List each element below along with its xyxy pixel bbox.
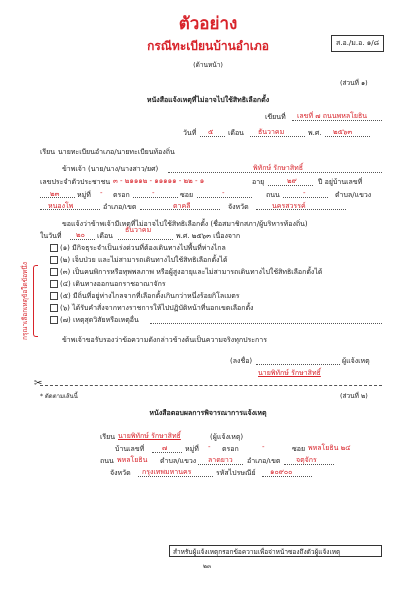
p2-amphoe-label: อำเภอ/เขต (247, 457, 281, 465)
amphoe-label: อำเภอ/เขต (103, 203, 137, 211)
notify-text: ขอแจ้งว่าข้าพเจ้ามีเหตุที่ไม่อาจไปใช้สิทธิเลือกตั้ง (ชื่อสมาชิกสภา/ผู้บริหารท้องถิ่น) (62, 220, 308, 228)
form-code-box (331, 35, 384, 52)
p2-tambon-value[interactable]: ลาดยาว (208, 456, 233, 464)
reason-checkbox-6[interactable] (50, 304, 58, 312)
in-day[interactable]: ๒๐ (76, 231, 85, 239)
amphoe-value[interactable]: ตาคลี (173, 202, 191, 210)
p2-to-label: เรียน (100, 433, 116, 441)
sign-label: (ลงชื่อ) (230, 357, 253, 365)
reason-6: (๖) ได้รับคำสั่งจากทางราชการให้ไปปฏิบัติหน้าที่นอกเขตเลือกตั้ง (60, 304, 254, 312)
example-title: ตัวอย่าง (178, 14, 238, 34)
p2-to-suffix: (ผู้แจ้งเหตุ) (210, 433, 244, 441)
in-month[interactable]: ธันวาคม (125, 226, 152, 234)
case-subtitle: กรณีทะเบียนบ้านอำเภอ (147, 39, 269, 53)
part1-heading: หนังสือแจ้งเหตุที่ไม่อาจไปใช้สิทธิเลือกตั้ง (146, 96, 270, 104)
reason-checkbox-3[interactable] (50, 268, 58, 276)
p2-to-name[interactable]: นายพิทักษ์ รักษาสิทธิ์ (118, 432, 181, 440)
reason-7: (๗) เหตุสุดวิสัยหรือเหตุอื่น (60, 316, 139, 324)
month-label: เดือน (228, 129, 244, 137)
part2-label: (ส่วนที่ ๒) (340, 392, 368, 400)
year-label: พ.ศ. (308, 129, 322, 137)
date-label: วันที่ (183, 129, 197, 137)
house-no[interactable]: ๒๓ (50, 190, 60, 198)
date-day[interactable]: ๕ (208, 128, 214, 136)
p2-trok-label: ตรอก (222, 445, 239, 453)
reasons-bracket (33, 265, 38, 337)
p2-trok-value[interactable]: - (262, 443, 265, 451)
part1-label: (ส่วนที่ ๑) (340, 79, 368, 87)
cut-line (40, 385, 382, 386)
age-label: อายุ (252, 178, 265, 186)
reason-checkbox-2[interactable] (50, 256, 58, 264)
written-at-label: เขียนที่ (265, 113, 286, 121)
reasons-instruction: กรุณาเลือกเหตุข้อใดข้อหนึ่ง (21, 262, 29, 340)
in-month-label: เดือน (97, 232, 113, 240)
id-value[interactable]: ๓ - ๒๑๑๑๒ - ๑๑๑๑๑ - ๒๒ - ๑ (113, 177, 205, 185)
p2-postcode-value[interactable]: ๑๐๙๐๐ (270, 468, 293, 476)
trok-label: ตรอก (113, 191, 130, 199)
front-side-label: (ด้านหน้า) (193, 61, 223, 69)
p2-moo-value[interactable]: - (208, 443, 211, 451)
p2-soi-value[interactable]: พหลโยธิน ๒๔ (308, 444, 351, 452)
sign-role: ผู้แจ้งเหตุ (342, 357, 370, 365)
province-label: จังหวัด (228, 203, 249, 211)
form-code: ส.อ./ม.อ. ๑/๘ (336, 39, 379, 47)
p2-province-label: จังหวัด (110, 469, 131, 477)
cut-note: * ตัดตามเส้นนี้ (40, 393, 78, 400)
p2-road-value[interactable]: พหลโยธิน (117, 456, 148, 464)
in-year-label: พ.ศ. ๒๕๖๓ เนื่องจาก (176, 232, 241, 240)
p2-postcode-label: รหัสไปรษณีย์ (216, 469, 256, 477)
reason-checkbox-4[interactable] (50, 280, 58, 288)
p2-moo-label: หมู่ที่ (185, 445, 199, 453)
p2-road-label: ถนน (100, 457, 114, 465)
tambon-value[interactable]: หนองโพ (48, 202, 74, 210)
p2-house-label: บ้านเลขที่ (115, 445, 145, 453)
id-label: เลขประจำตัวประชาชน (40, 178, 111, 186)
in-day-label: ในวันที่ (40, 232, 62, 240)
road-value[interactable]: - (303, 189, 306, 197)
date-year[interactable]: ๒๕๖๓ (333, 128, 353, 136)
to-label: เรียน (40, 148, 56, 156)
reason-checkbox-7[interactable] (50, 316, 58, 324)
envelope-note: สำหรับผู้แจ้งเหตุกรอกข้อความเพื่อจ่าหน้าซองถึงตัวผู้แจ้งเหตุ (173, 548, 341, 556)
age-value[interactable]: ๒๙ (287, 177, 297, 185)
moo-label: หมู่ที่ (77, 191, 91, 199)
p2-tambon-label: ตำบล/แขวง (160, 457, 197, 465)
p2-soi-label: ซอย (292, 445, 306, 453)
reason-4: (๔) เดินทางออกนอกราชอาณาจักร (60, 280, 166, 288)
written-at-value[interactable]: เลขที่ ๗ ถนนพหลโยธิน (297, 112, 368, 120)
date-month[interactable]: ธันวาคม (258, 128, 285, 136)
i-name[interactable]: พิทักษ์ รักษาสิทธิ์ (253, 164, 304, 172)
reason-2: (๒) เจ็บป่วย และไม่สามารถเดินทางไปใช้สิทธิเลือกตั้งได้ (60, 256, 228, 264)
reason-1: (๑) มีกิจธุระจำเป็นเร่งด่วนที่ต้องเดินทางไปพื้นที่ห่างไกล (60, 244, 226, 252)
i-label: ข้าพเจ้า (นาย/นาง/นางสาว/ยศ) (62, 165, 159, 173)
page-number: ๒๓ (203, 563, 212, 570)
scissors-icon: ✂ (34, 378, 43, 389)
reason-3: (๓) เป็นคนพิการหรือทุพพลภาพ หรือผู้สูงอายุและไม่สามารถเดินทางไปใช้สิทธิเลือกตั้งได้ (60, 268, 323, 276)
soi-label: ซอย (180, 191, 194, 199)
part2-heading: หนังสือตอบผลการพิจารณาการแจ้งเหตุ (149, 409, 267, 417)
road-label: ถนน (266, 191, 280, 199)
years-label: ปี อยู่บ้านเลขที่ (318, 178, 363, 186)
p2-house-value[interactable]: ๗ (162, 444, 168, 452)
envelope-note-box (169, 545, 382, 557)
tambon-label: ตำบล/แขวง (335, 191, 372, 199)
to-registrar: นายทะเบียนอำเภอ/นายทะเบียนท้องถิ่น (58, 148, 175, 156)
reason-5: (๕) มีถิ่นที่อยู่ห่างไกลจากที่เลือกตั้งเกินกว่าหนึ่งร้อยกิโลเมตร (60, 292, 240, 300)
p2-amphoe-value[interactable]: จตุจักร (296, 456, 317, 464)
p2-province-value[interactable]: กรุงเทพมหานคร (142, 468, 192, 476)
signer-name[interactable]: นายพิทักษ์ รักษาสิทธิ์ (258, 369, 321, 377)
province-value[interactable]: นครสวรรค์ (272, 202, 306, 210)
reason-checkbox-5[interactable] (50, 292, 58, 300)
certify-text: ข้าพเจ้าขอรับรองว่าข้อความดังกล่าวข้างต้นเป็นความจริงทุกประการ (62, 336, 267, 344)
soi-value[interactable]: - (222, 189, 225, 197)
trok-value[interactable]: - (152, 189, 155, 197)
moo-value[interactable]: - (100, 189, 103, 197)
reason-checkbox-1[interactable] (50, 244, 58, 252)
